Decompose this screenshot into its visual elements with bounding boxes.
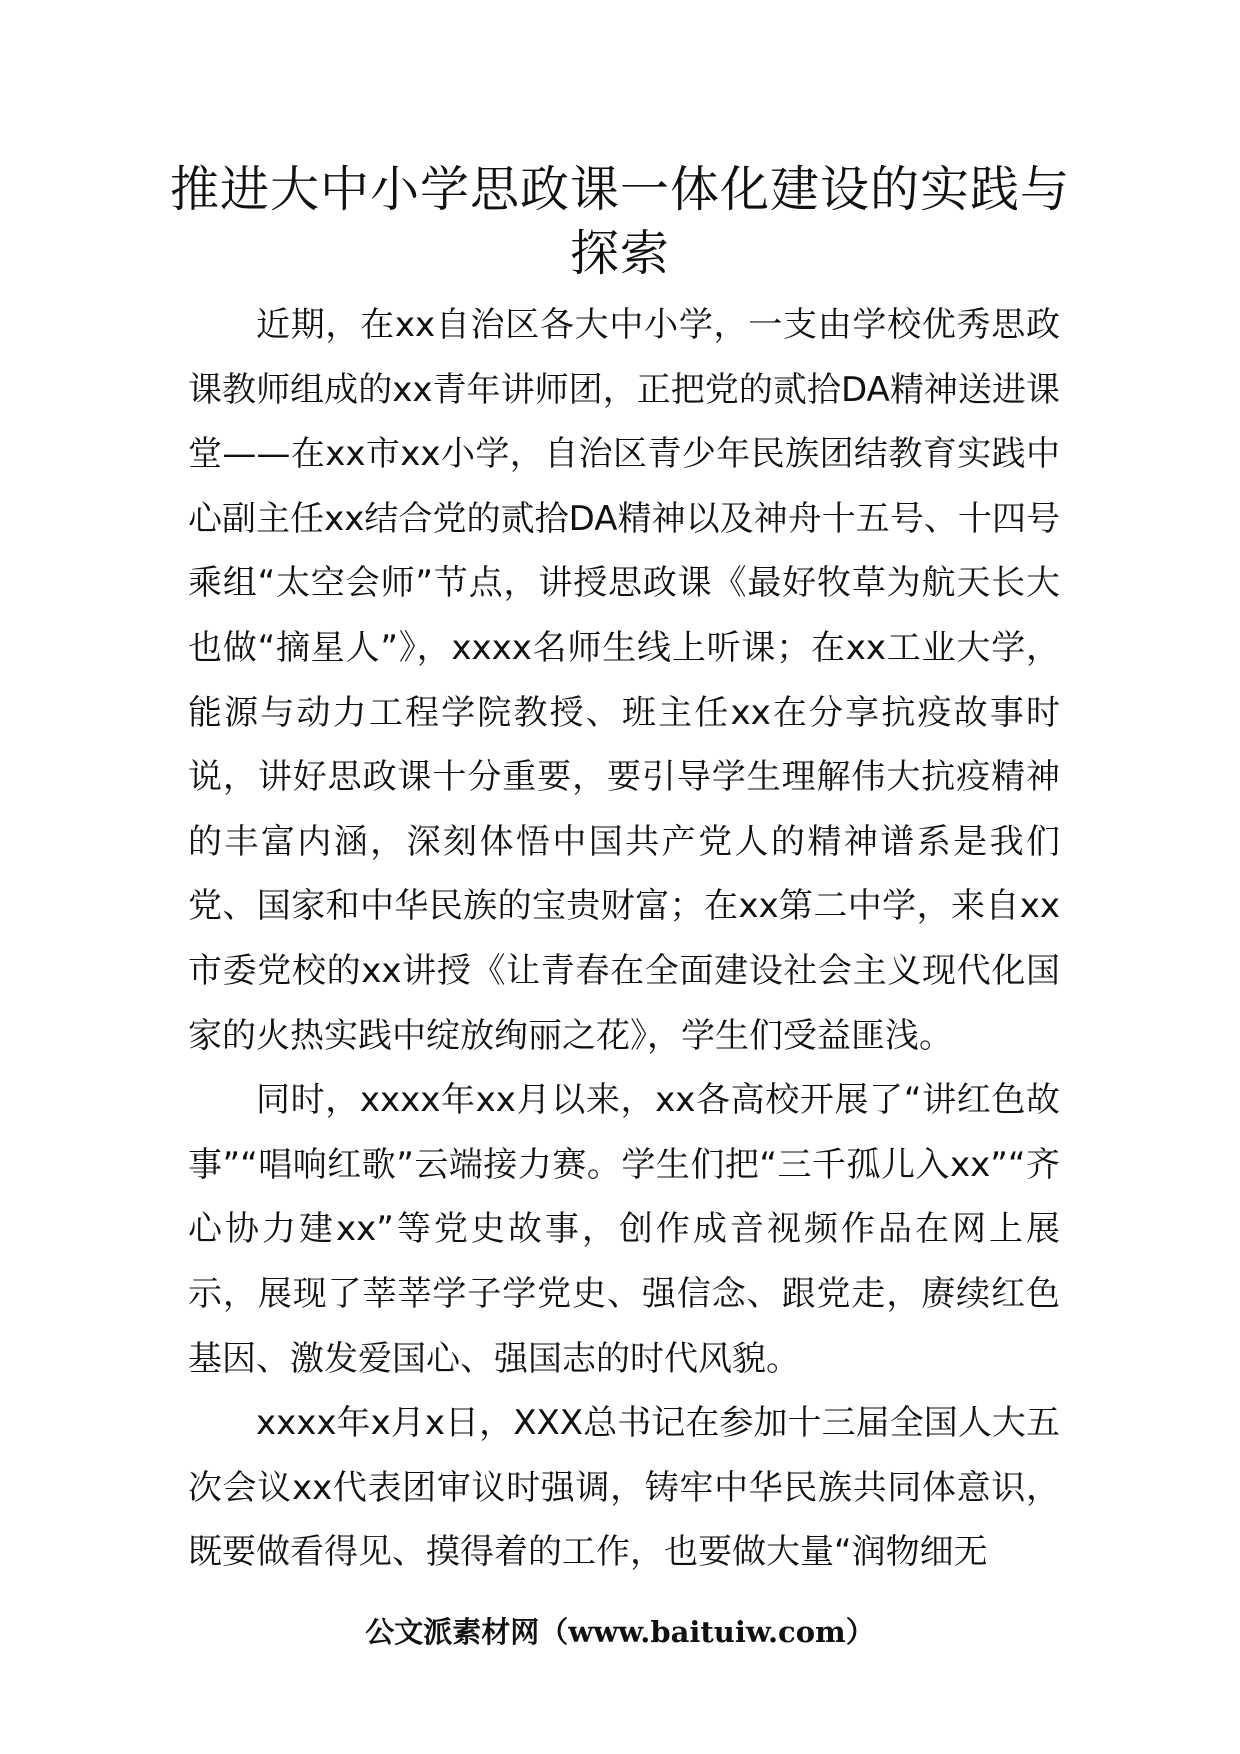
paragraph-2: 同时，xxxx年xx月以来，xx各高校开展了“讲红色故事”“唱响红歌”云端接力赛。学生们把“三千孤儿入xx”“齐心协力建xx”等党史故事，创作成音视频作品在网上展示，展现了莘莘学子学党史、强信念、跟党走，赓续红色基因、激发爱国心、强国志的时代风貌。 xyxy=(188,1080,1060,1379)
document-body xyxy=(188,293,1060,1585)
paragraph-1: 近期，在xx自治区各大中小学，一支由学校优秀思政课教师组成的xx青年讲师团，正把党的贰拾DA精神送进课堂——在xx市xx小学，自治区青少年民族团结教育实践中心副主任xx结合党的贰拾DA精神以及神舟十五号、十四号乘组“太空会师”节点，讲授思政课《最好牧草为航天长大也做“摘星人”》，xxxx名师生线上听课；在xx工业大学，能源与动力工程学院教授、班主任xx在分享抗疫故事时说，讲好思政课十分重要，要引导学生理解伟大抗疫精神的丰富内涵，深刻体悟中国共产党人的精神谱系是我们党、国家和中华民族的宝贵财富；在xx第二中学，来自xx市委党校的xx讲授《让青春在全面建设社会主义现代化国家的火热实践中绽放绚丽之花》，学生们受益匪浅。 xyxy=(188,305,1060,1056)
document-title: 推进大中小学思政课一体化建设的实践与探索 xyxy=(169,161,1070,282)
paragraph-3: xxxx年x月x日，XXX总书记在参加十三届全国人大五次会议xx代表团审议时强调，铸牢中华民族共同体意识，既要做看得见、摸得着的工作，也要做大量“润物细无 xyxy=(188,1403,1060,1573)
page-footer: 公文派素材网（www.baituiw.com） xyxy=(365,1615,875,1649)
